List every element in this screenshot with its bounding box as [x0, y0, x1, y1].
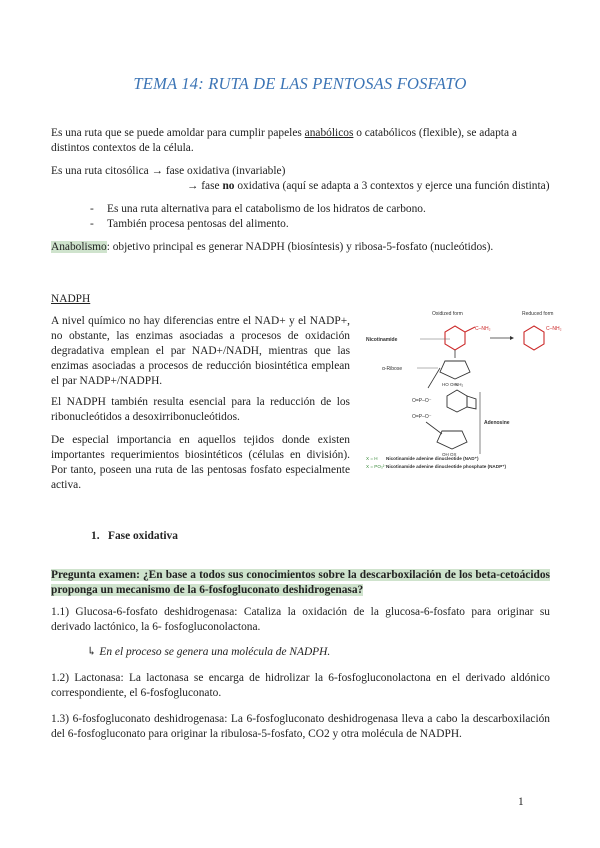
reaction-arrowhead	[510, 336, 514, 340]
anabolic-link-text: anabólicos	[304, 127, 354, 139]
amide-bond	[465, 327, 475, 332]
exam-question	[51, 568, 550, 598]
step-1-2: 1.2) Lactonasa: La lactonasa se encarga de hidrolizar la 6-fosfogluconolactona en el derivado aldónico correspondiente, el 6-fosfogluconato.	[51, 672, 550, 699]
phosphate-link	[428, 368, 440, 388]
ribose-ring-top	[440, 361, 470, 379]
legend-key-2: X = PO₃²⁻	[366, 464, 387, 469]
section-heading-nadph: NADPH	[51, 293, 91, 305]
amide-glyph: C–NH₂	[475, 326, 491, 332]
oxidized-ring-shape	[445, 326, 465, 350]
phosphate-glyph: O=P–O⁻	[412, 414, 432, 420]
ribose-ox-labels: OH OX	[442, 452, 457, 457]
step-1-1: 1.1) Glucosa-6-fosfato deshidrogenasa: Cataliza la oxidación de la glucosa-6-fosfato para originar su derivado lactónico, la 6- fosfogluconolactona.	[51, 606, 550, 633]
ribose-oh-labels: HO OH	[442, 382, 457, 387]
reduced-ring-shape	[524, 326, 544, 350]
legend-text-1: Nicotinamide adenine dinucleotide (NAD⁺)	[386, 456, 479, 461]
route-line-2	[187, 179, 557, 194]
route-line-2-b: oxidativa (aquí se adapta a 3 contextos y ejerce una función distinta)	[234, 180, 550, 192]
route-line-1: Es una ruta citosólica → fase oxidativa (invariable)	[51, 165, 286, 177]
intro-paragraph-1	[51, 126, 551, 156]
figure-label-adenosine: Adenosine	[484, 420, 510, 426]
adenine-nh2: NH₂	[455, 382, 464, 387]
anabolism-text: : objetivo principal es generar NADPH (biosíntesis) y ribosa-5-fosfato (nucleótidos).	[106, 241, 494, 253]
figure-label-reduced: Reduced form	[522, 311, 554, 317]
section-number: 1.	[91, 530, 100, 542]
anabolism-label: Anabolismo	[51, 241, 107, 253]
route-line-2-a: → fase	[187, 180, 223, 192]
figure-label-oxidized: Oxidized form	[432, 311, 463, 317]
adenine-ring	[447, 390, 467, 412]
nadph-paragraph-1: A nivel químico no hay diferencias entre el NAD+ y el NADP+, no obstante, las enzimas asociadas a procesos de oxidación degradativa emplean el par NAD+/NADH, mientras que las enzimas asociadas a procesos de reducción biosintética emplean el par NADP+/NADPH.	[51, 315, 350, 387]
exam-question-text: Pregunta examen: ¿En base a todos sus conocimientos sobre la descarboxilación de los beta-cetoácidos proponga un mecanismo de la 6-fosfogluconato deshidrogenasa?	[51, 569, 550, 596]
bullet-item-2: También procesa pentosas del alimento.	[107, 218, 289, 230]
bullet-dash: -	[90, 218, 94, 230]
step-1-1-note: ↳ En el proceso se genera una molécula de NADPH.	[87, 646, 331, 658]
nadph-paragraph-3: De especial importancia en aquellos tejidos donde existen importantes requerimientos biosintéticos (células en división). Por tanto, poseen una ruta de las pentosas fosfato especialmente activa.	[51, 434, 350, 491]
intro-text-b: o catabólicos (flexible), se adapta a distintos contextos de la célula.	[51, 127, 517, 154]
phosphate-glyph: O=P–O⁻	[412, 398, 432, 404]
bullet-item-1: Es una ruta alternativa para el catabolismo de los hidratos de carbono.	[107, 203, 426, 215]
nad-structure-figure	[362, 306, 562, 476]
figure-label-ribose: α-Ribose	[382, 366, 403, 372]
anabolism-line	[51, 240, 561, 255]
reduced-amide-glyph: C–NH₂	[546, 326, 562, 332]
adenine-imidazole	[467, 396, 476, 409]
page-title: TEMA 14: RUTA DE LAS PENTOSAS FOSFATO	[133, 74, 467, 93]
intro-text-a: Es una ruta que se puede amoldar para cumplir papeles	[51, 127, 305, 139]
section-title: Fase oxidativa	[108, 530, 178, 542]
bullet-dash: -	[90, 203, 94, 215]
legend-text-2: Nicotinamide adenine dinucleotide phosphate (NADP⁺)	[386, 464, 507, 469]
route-line-2-no: no	[222, 180, 235, 192]
phosphate-link	[426, 422, 442, 434]
page-number: 1	[518, 796, 524, 808]
figure-label-nicotinamide: Nicotinamide	[366, 337, 398, 343]
step-1-3: 1.3) 6-fosfogluconato deshidrogenasa: La 6-fosfogluconato deshidrogenasa lleva a cabo la descarboxilación del 6-fosfogluconato para originar la ribulosa-5-fosfato, CO2 y otra molécula de NADPH.	[51, 713, 550, 740]
legend-key-1: X = H	[366, 456, 378, 461]
nadph-paragraph-2: El NADPH también resulta esencial para la reducción de los ribonucleótidos a desoxirribonucleótidos.	[51, 396, 350, 423]
